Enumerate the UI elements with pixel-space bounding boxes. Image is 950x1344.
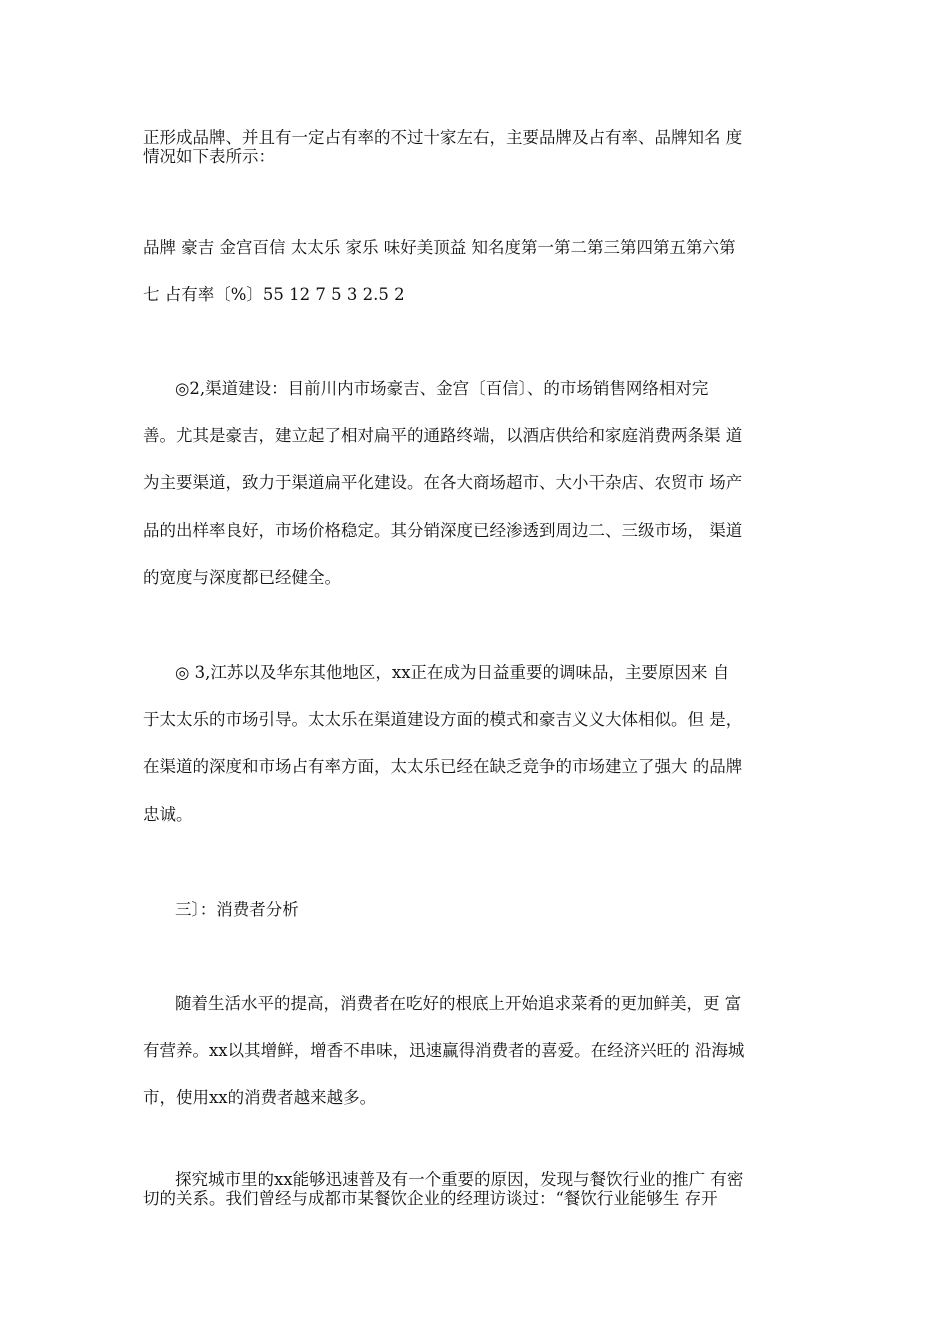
text-line: ◎ 3,江苏以及华东其他地区，xx正在成为日益重要的调味品，主要原因来 自 [175,663,730,682]
text-line: 市，使用xx的消费者越来越多。 [143,1088,377,1107]
text-line: 切的关系。我们曾经与成都市某餐饮企业的经理访谈过：“餐饮行业能够生 存开 [143,1189,718,1208]
text-line: 忠诚。 [143,805,193,824]
text-line: 正形成品牌、并且有一定占有率的不过十家左右，主要品牌及占有率、品牌知名 度 [143,128,743,147]
text-line: 品牌 豪吉 金宫百信 太太乐 家乐 味好美顶益 知名度第一第二第三第四第五第六第 [143,238,736,257]
text-line: 于太太乐的市场引导。太太乐在渠道建设方面的模式和豪吉义义大体相似。但 是， [143,710,743,729]
text-line: 情况如下表所示： [143,147,275,166]
text-line: 善。尤其是豪吉，建立起了相对扁平的通路终端，以酒店供给和家庭消费两条渠 道 [143,426,743,445]
text-line: 品的出样率良好，市场价格稳定。其分销深度已经渗透到周边二、三级市场， 渠道 [143,521,743,540]
text-line: 随着生活水平的提高，消费者在吃好的根底上开始追求菜肴的更加鲜美，更 富 [175,994,742,1013]
text-line: 为主要渠道，致力于渠道扁平化建设。在各大商场超市、大小干杂店、农贸市 场产 [143,473,743,492]
section-heading: 三〕：消费者分析 [175,900,299,919]
text-line: 探究城市里的xx能够迅速普及有一个重要的原因，发现与餐饮行业的推广 有密 [175,1170,744,1189]
text-line: 七 占有率〔%〕55 12 7 5 3 2.5 2 [143,285,405,304]
text-line: 在渠道的深度和市场占有率方面，太太乐已经在缺乏竞争的市场建立了强大 的品牌 [143,757,743,776]
text-line: ◎2,渠道建设：目前川内市场豪吉、金宫〔百信〕、的市场销售网络相对完 [175,379,709,398]
text-line: 有营养。xx以其增鲜，增香不串味，迅速赢得消费者的喜爱。在经济兴旺的 沿海城 [143,1041,745,1060]
text-line: 的宽度与深度都已经健全。 [143,568,341,587]
